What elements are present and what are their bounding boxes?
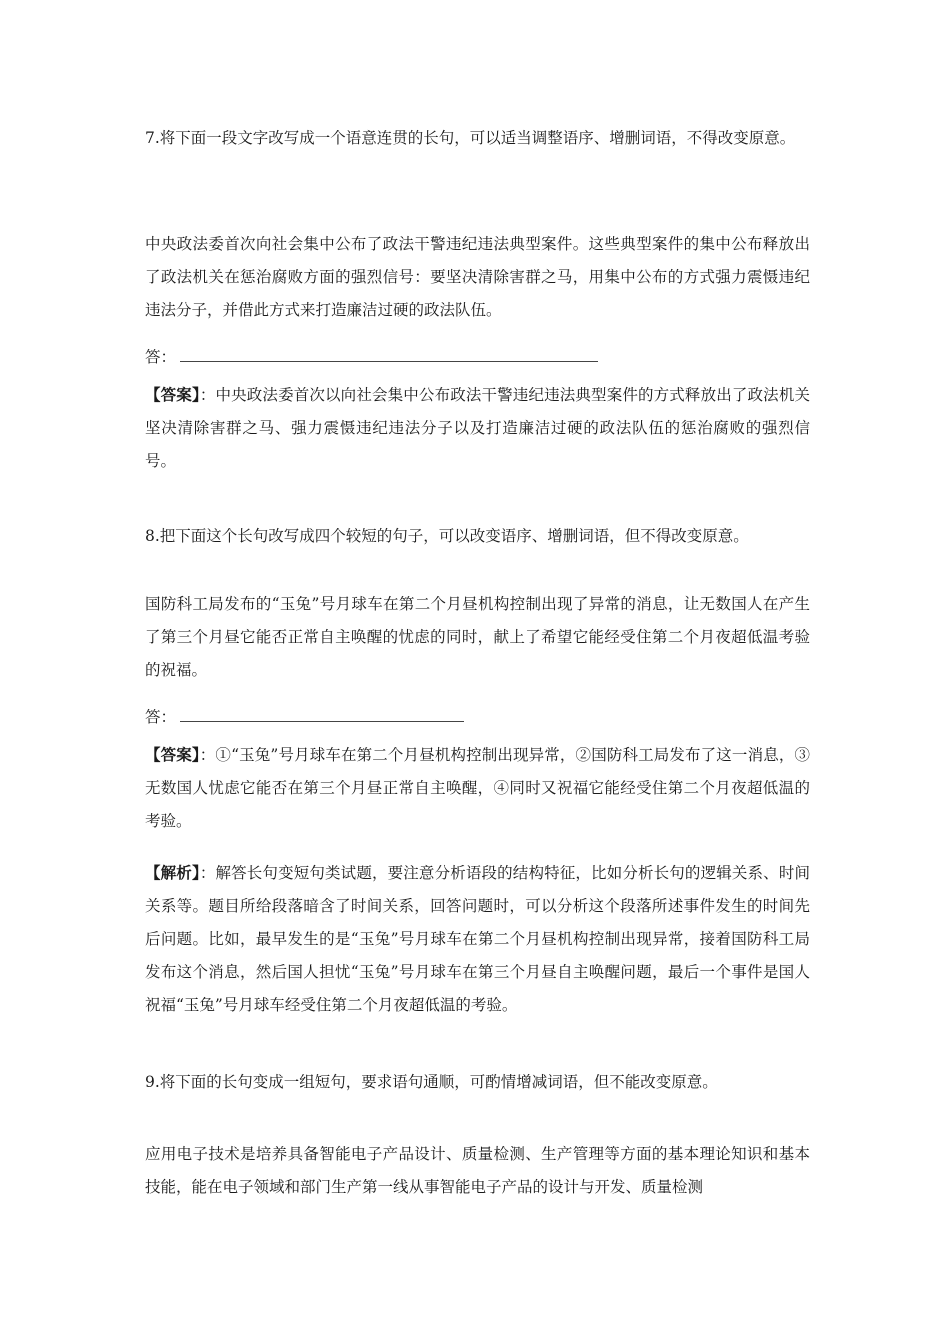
answer-text: ：①“玉兔”号月球车在第二个月昼机构控制出现异常，②国防科工局发布了这一消息，③无数国人忧虑它能否在第三个月昼正常自主唤醒，④同时又祝福它能经受住第二个月夜超低温的考验。 — [145, 746, 810, 830]
question-8-answer — [145, 738, 810, 838]
question-7-passage: 中央政法委首次向社会集中公布了政法干警违纪违法典型案件。这些典型案件的集中公布释放出了政法机关在惩治腐败方面的强烈信号：要坚决清除害群之马，用集中公布的方式强力震慑违纪违法分子，并借此方式来打造廉洁过硬的政法队伍。 — [145, 235, 810, 319]
answer-blank — [180, 347, 598, 362]
question-7-answer-line — [145, 346, 598, 368]
question-7-answer — [145, 378, 810, 478]
analysis-text: ：解答长句变短句类试题，要注意分析语段的结构特征，比如分析长句的逻辑关系、时间关系等。题目所给段落暗含了时间关系，回答问题时，可以分析这个段落所述事件发生的时间先后问题。比如，最早发生的是“玉兔”号月球车在第二个月昼机构控制出现异常，接着国防科工局发布这个消息，然后国人担忧“玉兔”号月球车在第三个月昼自主唤醒问题，最后一个事件是国人祝福“玉兔”号月球车经受住第二个月夜超低温的考验。 — [145, 864, 810, 1014]
answer-prefix: 答： — [145, 348, 177, 366]
question-8-prompt: 8.把下面这个长句改写成四个较短的句子，可以改变语序、增删词语，但不得改变原意。 — [145, 527, 749, 545]
answer-text: ：中央政法委首次以向社会集中公布政法干警违纪违法典型案件的方式释放出了政法机关坚决清除害群之马、强力震慑违纪违法分子以及打造廉洁过硬的政法队伍的惩治腐败的强烈信号。 — [145, 386, 810, 470]
answer-blank — [180, 707, 464, 722]
answer-label: 【答案】 — [145, 385, 200, 404]
analysis-label: 【解析】 — [145, 863, 200, 882]
question-9-passage: 应用电子技术是培养具备智能电子产品设计、质量检测、生产管理等方面的基本理论知识和基本技能，能在电子领域和部门生产第一线从事智能电子产品的设计与开发、质量检测 — [145, 1145, 810, 1196]
question-9-prompt: 9.将下面的长句变成一组短句，要求语句通顺，可酌情增减词语，但不能改变原意。 — [145, 1073, 718, 1091]
question-8-answer-line — [145, 706, 464, 728]
question-7-prompt: 7.将下面一段文字改写成一个语意连贯的长句，可以适当调整语序、增删词语，不得改变原意。 — [145, 129, 796, 147]
question-8-analysis — [145, 856, 810, 1022]
answer-label: 【答案】 — [145, 745, 200, 764]
answer-prefix: 答： — [145, 708, 177, 726]
question-8-passage: 国防科工局发布的“玉兔”号月球车在第二个月昼机构控制出现了异常的消息，让无数国人在产生了第三个月昼它能否正常自主唤醒的忧虑的同时，献上了希望它能经受住第二个月夜超低温考验的祝福。 — [145, 595, 810, 679]
